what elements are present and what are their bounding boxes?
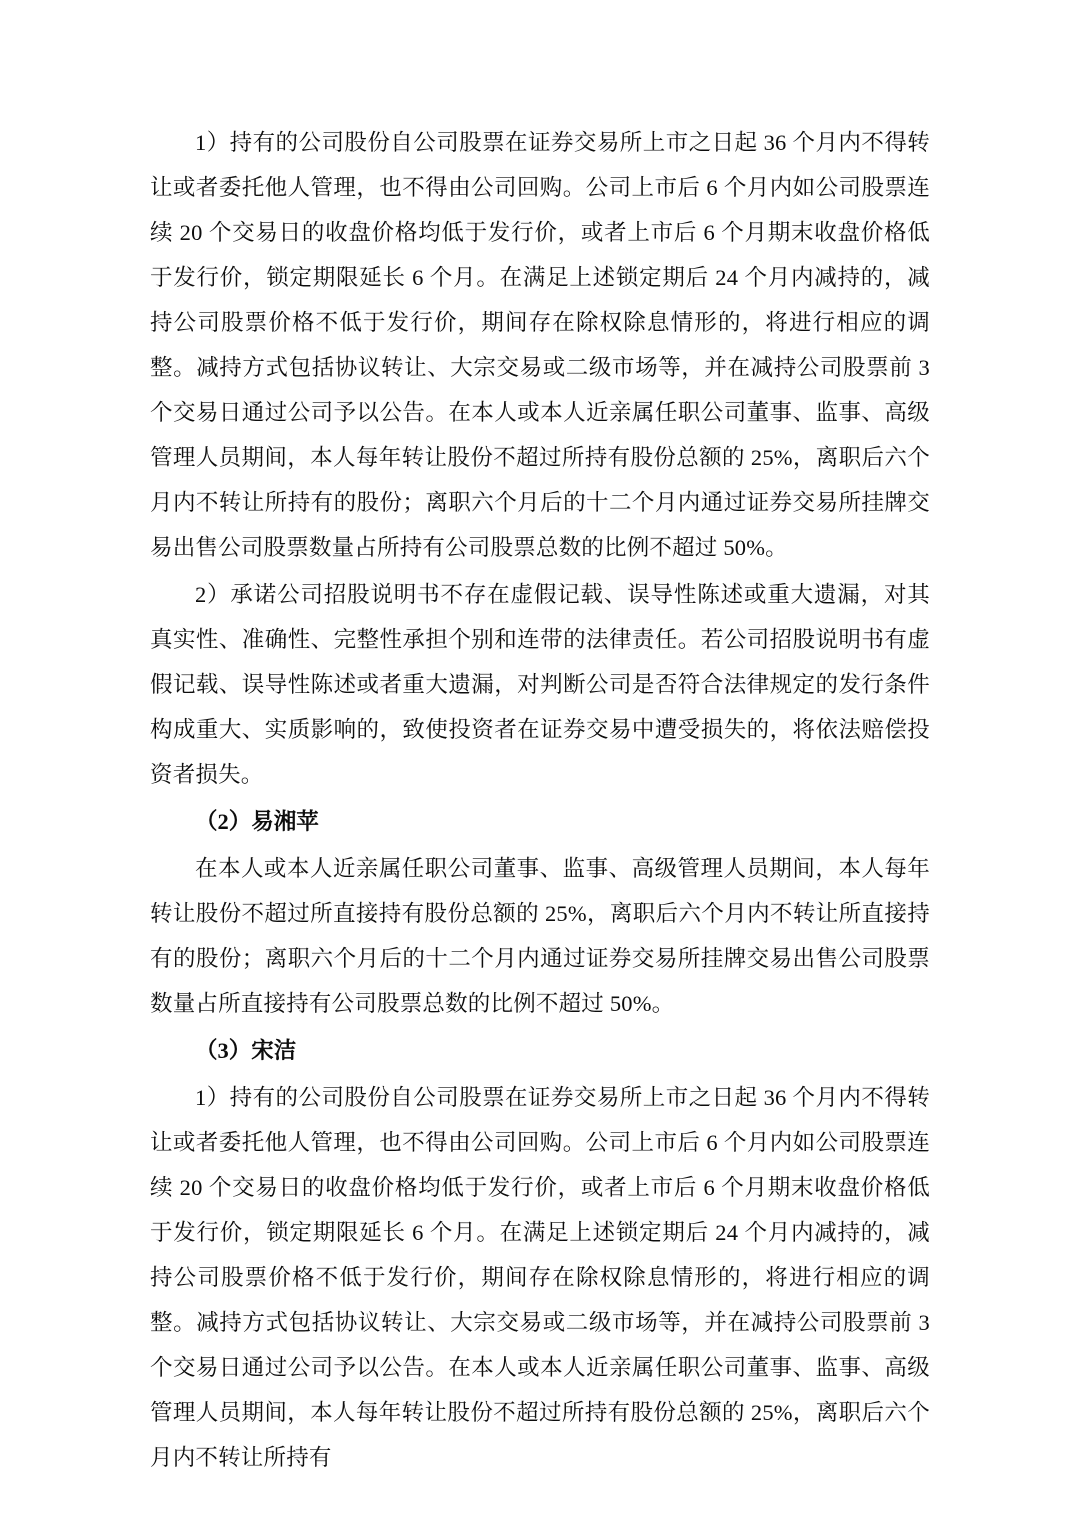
heading-person-3: （3）宋洁 [195, 1038, 297, 1063]
paragraph-commitment-2: 2）承诺公司招股说明书不存在虚假记载、误导性陈述或重大遗漏，对其真实性、准确性、完整性承担个别和连带的法律责任。若公司招股说明书有虚假记载、误导性陈述或者重大遗漏，对判断公司是否符合法律规定的发行条件构成重大、实质影响的，致使投资者在证券交易中遭受损失的，将依法赔偿投资者损失。 [150, 582, 930, 787]
paragraph-person-2-body: 在本人或本人近亲属任职公司董事、监事、高级管理人员期间，本人每年转让股份不超过所直接持有股份总额的 25%，离职后六个月内不转让所直接持有的股份；离职六个月后的十二个月内通过证券交易所挂牌交易出售公司股票数量占所直接持有公司股票总数的比例不超过 50%。 [150, 856, 930, 1016]
paragraph-commitment-1: 1）持有的公司股份自公司股票在证券交易所上市之日起 36 个月内不得转让或者委托他人管理，也不得由公司回购。公司上市后 6 个月内如公司股票连续 20 个交易日的收盘价格均低于发行价，或者上市后 6 个月期末收盘价格低于发行价，锁定期限延长 6 个月。在满足上述锁定期后 24 个月内减持的，减持公司股票价格不低于发行价，期间存在除权除息情形的，将进行相应的调整。减持方式包括协议转让、大宗交易或二级市场等，并在减持公司股票前 3 个交易日通过公司予以公告。在本人或本人近亲属任职公司董事、监事、高级管理人员期间，本人每年转让股份不超过所持有股份总额的 25%，离职后六个月内不转让所持有的股份；离职六个月后的十二个月内通过证券交易所挂牌交易出售公司股票数量占所持有公司股票总数的比例不超过 50%。 [150, 130, 930, 560]
paragraph-person-3-body: 1）持有的公司股份自公司股票在证券交易所上市之日起 36 个月内不得转让或者委托他人管理，也不得由公司回购。公司上市后 6 个月内如公司股票连续 20 个交易日的收盘价格均低于发行价，或者上市后 6 个月期末收盘价格低于发行价，锁定期限延长 6 个月。在满足上述锁定期后 24 个月内减持的，减持公司股票价格不低于发行价，期间存在除权除息情形的，将进行相应的调整。减持方式包括协议转让、大宗交易或二级市场等，并在减持公司股票前 3 个交易日通过公司予以公告。在本人或本人近亲属任职公司董事、监事、高级管理人员期间，本人每年转让股份不超过所持有股份总额的 25%，离职后六个月内不转让所持有 [150, 1085, 930, 1470]
document-body [150, 120, 930, 1480]
heading-person-2: （2）易湘苹 [195, 809, 319, 834]
